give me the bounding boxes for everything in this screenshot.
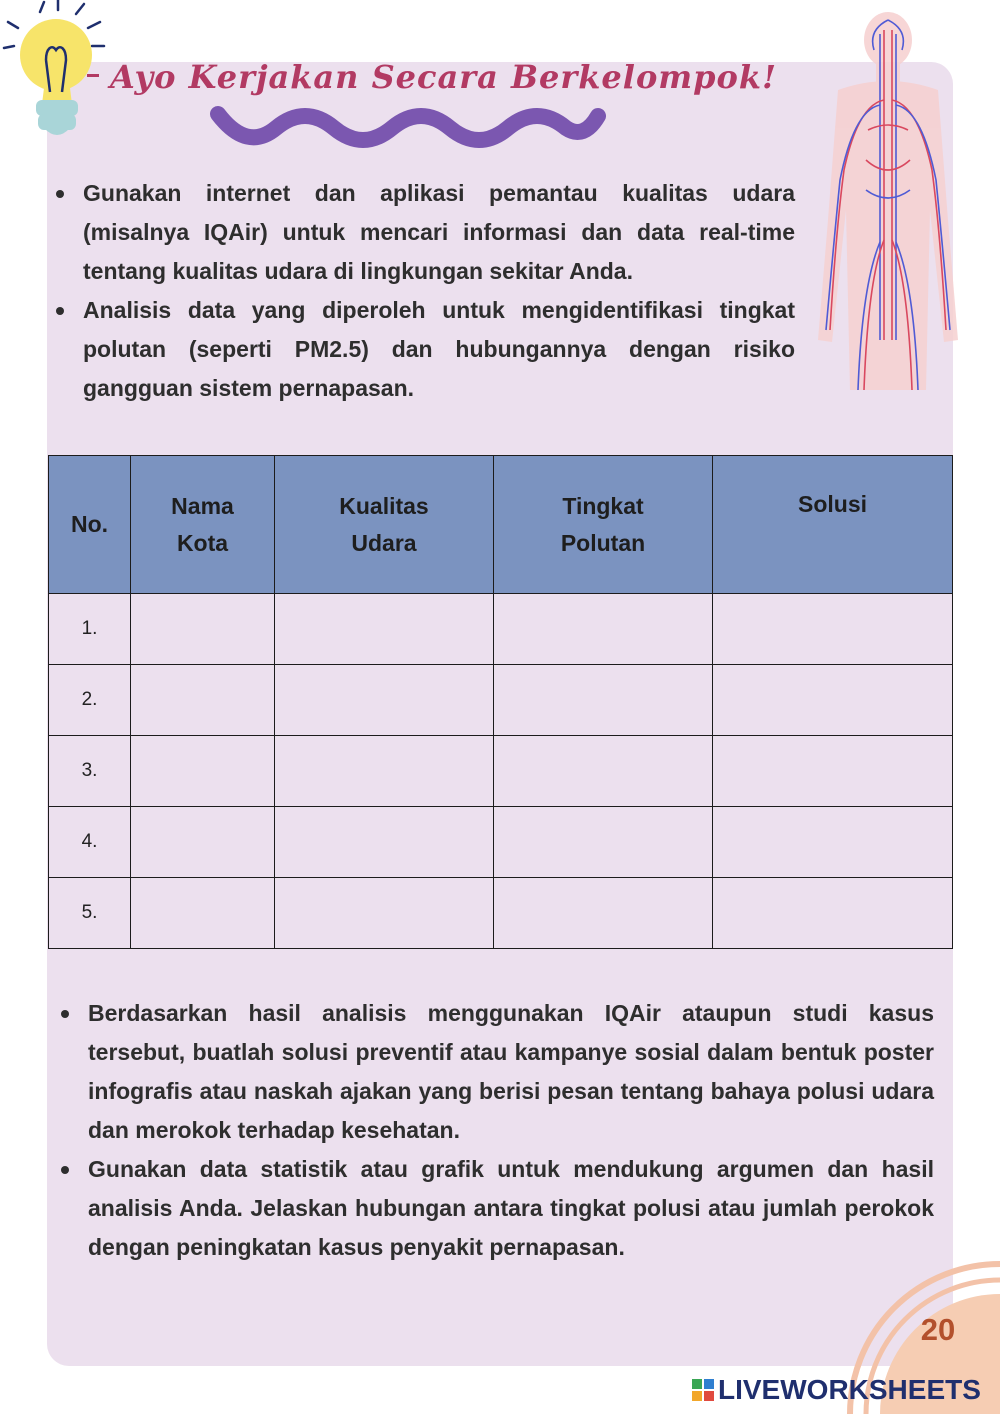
table-row (49, 736, 953, 807)
circulatory-system-icon (808, 10, 968, 390)
data-table (48, 455, 953, 949)
city-cell[interactable] (131, 665, 275, 736)
list-item: Analisis data yang diperoleh untuk mengidentifikasi tingkat polutan (seperti PM2.5) dan hubungannya dengan risiko gangguan sistem pernapasan. (47, 291, 795, 408)
city-cell[interactable] (131, 594, 275, 665)
header-city-line2: Kota (176, 529, 229, 556)
header-pollutant-level (494, 456, 713, 594)
pollutant-level-cell[interactable] (494, 807, 713, 878)
solution-cell[interactable] (713, 807, 953, 878)
wave-decoration (206, 100, 606, 156)
city-cell[interactable] (131, 807, 275, 878)
air-quality-cell[interactable] (275, 594, 494, 665)
air-quality-cell[interactable] (275, 736, 494, 807)
pollutant-level-cell[interactable] (494, 594, 713, 665)
header-no: No. (49, 456, 131, 594)
instructions-top (47, 174, 795, 408)
header-pollutant-line2: Polutan (560, 529, 646, 556)
table-row (49, 878, 953, 949)
title-dash (87, 74, 99, 77)
instructions-bottom (52, 994, 934, 1267)
solution-cell[interactable] (713, 665, 953, 736)
solution-cell[interactable] (713, 594, 953, 665)
header-quality-line1: Kualitas (339, 492, 429, 519)
row-number: 5. (49, 878, 131, 949)
brand-name: LIVEWORKSHEETS (718, 1374, 981, 1405)
brand-footer (692, 1372, 992, 1408)
air-quality-cell[interactable] (275, 807, 494, 878)
header-city-line1: Nama (171, 492, 234, 519)
row-number: 3. (49, 736, 131, 807)
list-item: Gunakan data statistik atau grafik untuk mendukung argumen dan hasil analisis Anda. Jelaskan hubungan antara tingkat polusi atau jumlah perokok dengan peningkatan kasus penyakit pernapasan. (52, 1150, 934, 1267)
air-quality-cell[interactable] (275, 878, 494, 949)
page-number: 20 (920, 1312, 956, 1347)
table-row (49, 594, 953, 665)
row-number: 4. (49, 807, 131, 878)
pollutant-level-cell[interactable] (494, 665, 713, 736)
table-row (49, 665, 953, 736)
pollutant-level-cell[interactable] (494, 736, 713, 807)
row-number: 1. (49, 594, 131, 665)
table-row (49, 807, 953, 878)
header-solution: Solusi (713, 456, 953, 594)
liveworksheets-logo-icon (692, 1379, 714, 1401)
list-item: Gunakan internet dan aplikasi pemantau kualitas udara (misalnya IQAir) untuk mencari informasi dan data real-time tentang kualitas udara di lingkungan sekitar Anda. (47, 174, 795, 291)
page-title: Ayo Kerjakan Secara Berkelompok! (110, 58, 778, 96)
header-quality-line2: Udara (351, 529, 417, 556)
solution-cell[interactable] (713, 878, 953, 949)
pollutant-level-cell[interactable] (494, 878, 713, 949)
header-air-quality (275, 456, 494, 594)
row-number: 2. (49, 665, 131, 736)
city-cell[interactable] (131, 736, 275, 807)
header-pollutant-line1: Tingkat (562, 492, 644, 519)
air-quality-cell[interactable] (275, 665, 494, 736)
header-city (131, 456, 275, 594)
lightbulb-icon (0, 0, 120, 145)
solution-cell[interactable] (713, 736, 953, 807)
list-item: Berdasarkan hasil analisis menggunakan IQAir ataupun studi kasus tersebut, buatlah solusi preventif atau kampanye sosial dalam bentuk poster infografis atau naskah ajakan yang berisi pesan tentang bahaya polusi udara dan merokok terhadap kesehatan. (52, 994, 934, 1150)
table-header-row (49, 456, 953, 594)
city-cell[interactable] (131, 878, 275, 949)
